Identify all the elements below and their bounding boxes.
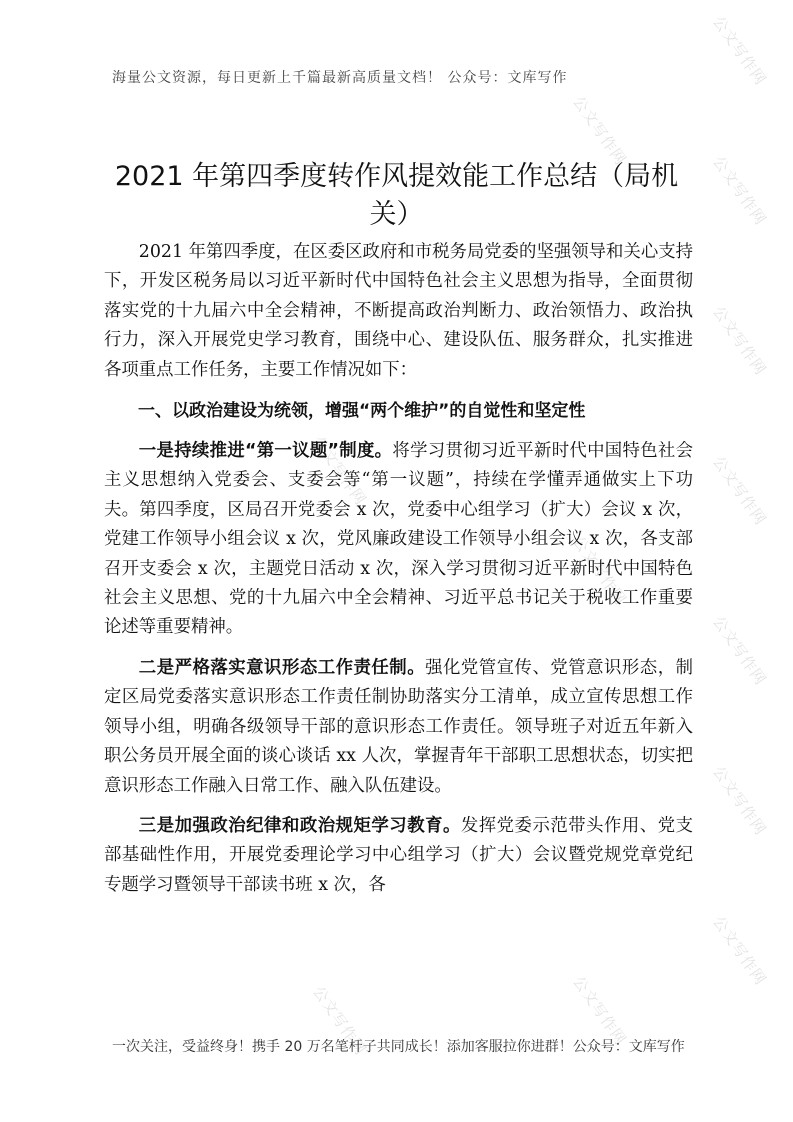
paragraph-text: 发挥党委示范带头作用、党支部基础性作用，开展党委理论学习中心组学习（扩大）会议暨党规党章党纪专题学习暨领导干部读书班 x 次，各 (104, 815, 693, 895)
watermark-text: 公文写作网 (709, 912, 770, 989)
page-footer: 一次关注，受益终身！携手 20 万名笔杆子共同成长！添加客服拉你进群！公众号：文库写作 (112, 1039, 685, 1055)
watermark-text: 公文写作网 (569, 92, 630, 169)
watermark-text: 公文写作网 (709, 612, 770, 689)
watermark-text: 公文写作网 (709, 152, 770, 229)
section-heading: 一、以政治建设为统领，增强“两个维护”的自觉性和坚定性 (138, 401, 586, 422)
watermark-text: 公文写作网 (709, 12, 770, 89)
paragraph-lead: 二是严格落实意识形态工作责任制。 (138, 657, 426, 678)
paragraph-ideology-responsibility (104, 654, 693, 801)
watermark-text: 公文写作网 (309, 432, 370, 509)
document-body (104, 238, 693, 900)
paragraph-text: 强化党管宣传、党管意识形态，制定区局党委落实意识形态工作责任制协助落实分工清单，成立宣传思想工作领导小组，明确各级领导干部的意识形态工作责任。领导班子对近五年新入职公务员开展全面的谈心谈话 xx 人次，掌握青年干部职工思想状态，切实把意识形态工作融入日常工作、融入队伍建设。 (104, 657, 693, 796)
page-header: 海量公文资源，每日更新上千篇最新高质量文档！ 公众号：文库写作 (112, 70, 568, 86)
document-title: 2021 年第四季度转作风提效能工作总结（局机关） (114, 161, 679, 231)
paragraph-discipline-education (104, 812, 693, 900)
watermark-text: 公文写作网 (569, 972, 630, 1049)
paragraph-text: 将学习贯彻习近平新时代中国特色社会主义思想纳入党委会、支委会等“第一议题”，持续在学懂弄通做实上下功夫。第四季度，区局召开党委会 x 次，党委中心组学习（扩大）会议 x 次，党建工作领导小组会议 x 次，党风廉政建设工作领导小组会议 x 次，各支部召开支委会 x 次，主题党日活动 x 次，深入学习贯彻习近平新时代中国特色社会主义思想、党的十九届六中全会精神、习近平总书记关于税收工作重要论述等重要精神。 (104, 441, 693, 638)
watermark-text: 公文写作网 (309, 982, 370, 1059)
intro-paragraph: 2021 年第四季度，在区委区政府和市税务局党委的坚强领导和关心支持下，开发区税务局以习近平新时代中国特色社会主义思想为指导，全面贯彻落实党的十九届六中全会精神，不断提高政治判断力、政治领悟力、政治执行力，深入开展党史学习教育，围绕中心、建设队伍、服务群众，扎实推进各项重点工作任务，主要工作情况如下： (104, 242, 693, 380)
paragraph-first-agenda (104, 437, 693, 643)
watermark-text: 公文写作网 (709, 762, 770, 839)
paragraph-lead: 三是加强政治纪律和政治规矩学习教育。 (138, 815, 461, 836)
watermark-text: 公文写作网 (709, 302, 770, 379)
watermark-text: 公文写作网 (709, 452, 770, 529)
paragraph-lead: 一是持续推进“第一议题”制度。 (138, 441, 393, 462)
watermark-text: 公文写作网 (569, 532, 630, 609)
